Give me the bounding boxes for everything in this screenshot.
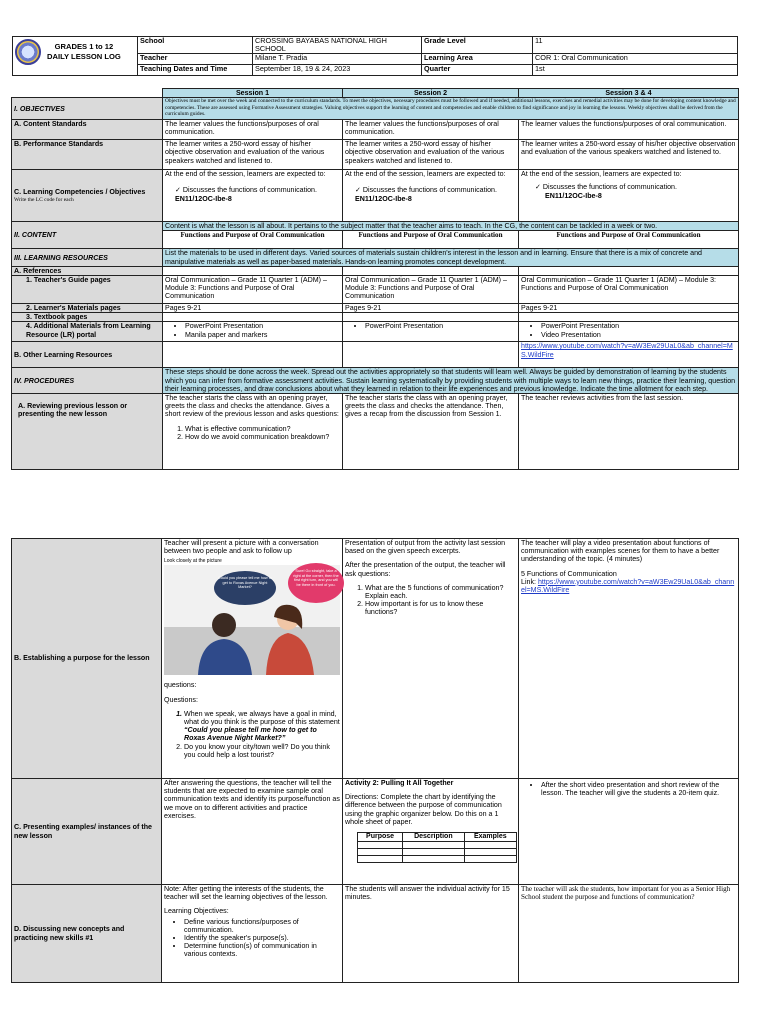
teachers-guide-s3: Oral Communication – Grade 11 Quarter 1 (ADM) – Module 3: Functions and Purpose of Oral Communication — [519, 276, 739, 304]
session2-header: Session 2 — [343, 89, 519, 98]
discussing-concepts-s2: The students will answer the individual activity for 15 minutes. — [343, 885, 519, 983]
competencies-s3: At the end of the session, learners are expected to: ✓ Discusses the functions of communication. EN11/12OC-Ibe-8 — [519, 170, 739, 222]
additional-materials-s3: • PowerPoint Presentation • Video Presentation — [519, 322, 739, 342]
presenting-examples-s2: Activity 2: Pulling It All Together Directions: Complete the chart by identifying the difference between the purpose of communication using the graphic organizer below. Do this on a 1 whole sheet of paper. Purpose Description Examples — [343, 779, 519, 885]
dll-page1-table — [11, 88, 739, 470]
organizer-purpose-header: Purpose — [358, 833, 403, 842]
content-note: Content is what the lesson is all about. It pertains to the subject matter that the teacher aims to teach. In the CG, the content can be tackled in a week or two. — [163, 222, 739, 231]
competencies-s1: At the end of the session, learners are expected to: ✓ Discusses the functions of communication. EN11/12OC-Ibe-8 — [163, 170, 343, 222]
content-standards-s1: The learner values the functions/purposes of oral communication. — [163, 120, 343, 140]
graphic-organizer-table — [357, 832, 517, 863]
other-resources-link[interactable]: https://www.youtube.com/watch?v=aW3Ew29UaL0&ab_channel=MS.WildFire — [521, 342, 733, 359]
learners-materials-s2: Pages 9-21 — [343, 304, 519, 313]
header-title-line1: GRADES 1 to 12 — [54, 42, 114, 51]
performance-standards-s1: The learner writes a 250-word essay of his/her objective observation and evaluation of the various speakers watched and listened to. — [163, 140, 343, 170]
speech-bubble-question: Could you please tell me how to get to Roxas Avenue Night Market? — [214, 571, 276, 605]
additional-materials-label: 4. Additional Materials from Learning Resource (LR) portal — [12, 322, 163, 342]
establishing-purpose-s1: Teacher will present a picture with a conversation between two people and ask to follow up Look closely at the picture Could you please tell me how to get to Roxas Avenue Night Market? Sure! Go straight, take a right at the corner, then the first right turn, and you will be there in front of you. questions: Questions: 1. When we speak, we always have a goal in mind, what do you think is the purpose of this statement “Could you please tell me how to get to Roxas Avenue Night Market?” 2. Do you know your city/town well? Do you think you could help a lost tourist? — [162, 539, 343, 779]
performance-standards-s2: The learner writes a 250-word essay of his/her objective observation and evaluation of the various speakers watched and listened to. — [343, 140, 519, 170]
presenting-examples-s3: • After the short video presentation and short review of the lesson. The teacher will give the students a 20-item quiz. — [519, 779, 739, 885]
header-title-line2: DAILY LESSON LOG — [47, 52, 121, 61]
quarter-label: Quarter — [422, 65, 533, 76]
discussing-concepts-s3: The teacher will ask the students, how important for you as a Senior High School student the purpose and functions of communication? — [519, 885, 739, 983]
area-value: COR 1: Oral Communication — [533, 54, 738, 65]
content-label: II. CONTENT — [12, 222, 163, 249]
reviewing-s3: The teacher reviews activities from the last session. — [519, 394, 739, 470]
teachers-guide-s1: Oral Communication – Grade 11 Quarter 1 (ADM) – Module 3: Functions and Purpose of Oral Communication — [163, 276, 343, 304]
resources-note: List the materials to be used in different days. Varied sources of materials sustain children's interest in the lesson and in learning. Ensure that there is a mix of concrete and manipulative materials as well as paper-based materials. Hands-on learning promotes concept development. — [163, 249, 739, 266]
establishing-purpose-label: B. Establishing a purpose for the lesson — [12, 539, 162, 779]
establishing-purpose-s3: The teacher will play a video presentation about functions of communication with examples scenes for them to have a better understanding of the topic. (4 minutes) 5 Functions of Communication Link: https://www.youtube.com/watch?v=aW3Ew29UaL0&ab_channel=MS.WildFire — [519, 539, 739, 779]
deped-seal-icon — [15, 39, 41, 65]
resources-label: III. LEARNING RESOURCES — [12, 249, 163, 266]
establishing-purpose-s2: Presentation of output from the activity last session based on the given speech excerpts. After the presentation of the output, the teacher will ask questions: 1. What are the 5 functions of communication? Explain each. 2. How important is for us to know these functions? — [343, 539, 519, 779]
dates-label: Teaching Dates and Time — [138, 65, 253, 76]
dll-header-table — [12, 36, 738, 76]
quarter-value: 1st — [533, 65, 738, 76]
performance-standards-s3: The learner writes a 250-word essay of his/her objective observation and evaluation of the various speakers watched and listened to. — [519, 140, 739, 170]
discussing-concepts-s1: Note: After getting the interests of the students, the teacher will set the learning objectives of the lesson. Learning Objectives: • Define various functions/purposes of communication. • Identify the speaker's purpose(s). • Determine function(s) of communication in various contexts. — [162, 885, 343, 983]
competencies-label: C. Learning Competencies / Objectives — [14, 187, 146, 196]
performance-standards-label: B. Performance Standards — [12, 140, 163, 170]
procedures-label: IV. PROCEDURES — [12, 368, 163, 394]
school-label: School — [138, 37, 253, 54]
video-link[interactable]: https://www.youtube.com/watch?v=aW3Ew29UaL0&ab_channel=MS.WildFire — [521, 577, 735, 595]
additional-materials-s1: • PowerPoint Presentation • Manila paper and markers — [163, 322, 343, 342]
session1-header: Session 1 — [163, 89, 343, 98]
teacher-label: Teacher — [138, 54, 253, 65]
procedures-note: These steps should be done across the week. Spread out the activities appropriately so that students will learn well. Always be guided by demonstration of learning by the students which you can infer from formative assessment activities. Sustain learning systematically by providing students with multiple ways to learn new things, practice their learning, question their learning processes, and draw conclusions about what they learned in relation to their life experiences and previous knowledge. Indicate the time allotment for each step. — [163, 368, 739, 394]
teachers-guide-s2: Oral Communication – Grade 11 Quarter 1 (ADM) – Module 3: Functions and Purpose of Oral Communication — [343, 276, 519, 304]
presenting-examples-label: C. Presenting examples/ instances of the new lesson — [12, 779, 162, 885]
learners-materials-s3: Pages 9-21 — [519, 304, 739, 313]
school-value: CROSSING BAYABAS NATIONAL HIGH SCHOOL — [253, 37, 422, 54]
objectives-label: I. OBJECTIVES — [12, 98, 163, 120]
content-standards-s2: The learner values the functions/purposes of oral communication. — [343, 120, 519, 140]
content-title-s2: Functions and Purpose of Oral Communication — [343, 231, 519, 249]
learners-materials-label: 2. Learner's Materials pages — [12, 304, 163, 313]
teacher-value: Milane T. Pradia — [253, 54, 422, 65]
teachers-guide-label: 1. Teacher's Guide pages — [12, 276, 163, 304]
textbook-label: 3. Textbook pages — [12, 313, 163, 322]
competencies-s2: At the end of the session, learners are expected to: ✓ Discusses the functions of communication. EN11/12OC-Ibe-8 — [343, 170, 519, 222]
references-label: A. References — [12, 266, 163, 275]
discussing-concepts-label: D. Discussing new concepts and practicing new skills #1 — [12, 885, 162, 983]
organizer-description-header: Description — [403, 833, 464, 842]
content-standards-label: A. Content Standards — [12, 120, 163, 140]
session3-header: Session 3 & 4 — [519, 89, 739, 98]
content-title-s3: Functions and Purpose of Oral Communication — [519, 231, 739, 249]
grade-label: Grade Level — [422, 37, 533, 54]
dll-page2-table — [11, 538, 739, 983]
grade-value: 11 — [533, 37, 738, 54]
objectives-note: Objectives must be met over the week and connected to the curriculum standards. To meet the objectives, necessary procedures must be followed and if needed, additional lessons, exercises and remedial activities may be done for developing content knowledge and competencies. These are assessed using Formative Assessment strategies. Valuing objectives support the learning of content and competencies and enable children to find significance and joy in learning the lessons. Weekly objectives shall be derived from the curriculum guides. — [163, 98, 739, 120]
reviewing-label: A. Reviewing previous lesson or presenting the new lesson — [12, 394, 163, 470]
competencies-sublabel: Write the LC code for each — [14, 196, 74, 203]
area-label: Learning Area — [422, 54, 533, 65]
header-title-cell — [13, 37, 138, 76]
learners-materials-s1: Pages 9-21 — [163, 304, 343, 313]
additional-materials-s2: • PowerPoint Presentation — [343, 322, 519, 342]
presenting-examples-s1: After answering the questions, the teacher will tell the students that are expected to examine sample oral communication texts and identify its purpose/function as we move on to different activities and practice exercises. — [162, 779, 343, 885]
organizer-examples-header: Examples — [464, 833, 516, 842]
competencies-label-cell — [12, 170, 163, 222]
speech-bubble-answer: Sure! Go straight, take a right at the corner, then the first right turn, and you will be there in front of you. — [288, 563, 344, 603]
reviewing-s1: The teacher starts the class with an opening prayer, greets the class and checks the attendance. Gives a short review of the previous lesson and asks questions: 1. What is effective communication? 2. How do we avoid communication breakdown? — [163, 394, 343, 470]
content-title-s1: Functions and Purpose of Oral Communication — [163, 231, 343, 249]
content-standards-s3: The learner values the functions/purposes of oral communication. — [519, 120, 739, 140]
conversation-picture: Look closely at the picture Could you please tell me how to get to Roxas Avenue Night Market? Sure! Go straight, take a right at the corner, then the first right turn, and you will be there in front of you. — [164, 557, 340, 675]
reviewing-s2: The teacher starts the class with an opening prayer, greets the class and checks the attendance. Then, gives a recap from the discussion from Session 1. — [343, 394, 519, 470]
dates-value: September 18, 19 & 24, 2023 — [253, 65, 422, 76]
other-resources-label: B. Other Learning Resources — [12, 342, 163, 368]
